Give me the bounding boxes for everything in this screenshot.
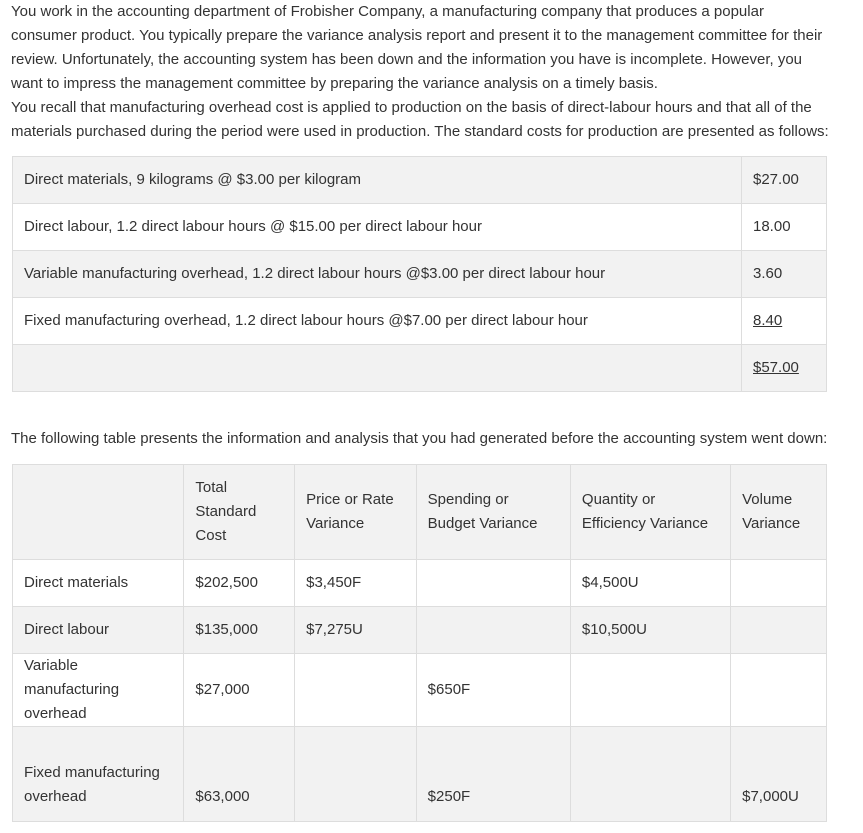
row-label: Direct labour [13, 607, 184, 654]
intro-text [11, 0, 831, 144]
cell-quantity: $4,500U [570, 560, 730, 607]
cell-total: $135,000 [184, 607, 295, 654]
cell-price [295, 654, 417, 727]
cell-quantity [570, 654, 730, 727]
cost-amount: 18.00 [742, 204, 827, 251]
cell-total: $202,500 [184, 560, 295, 607]
table-row [13, 345, 827, 392]
table-row [13, 251, 827, 298]
header-cell: Spending or Budget Variance [416, 465, 570, 560]
cell-volume [731, 560, 827, 607]
table-row [13, 204, 827, 251]
row-label: Direct materials [13, 560, 184, 607]
cost-label: Direct labour, 1.2 direct labour hours @ $15.00 per direct labour hour [13, 204, 742, 251]
cell-spending: $250F [416, 727, 570, 822]
cell-quantity [570, 727, 730, 822]
cell-total: $63,000 [184, 727, 295, 822]
cell-price: $3,450F [295, 560, 417, 607]
variance-table [12, 464, 827, 822]
table-row [13, 157, 827, 204]
cell-volume: $7,000U [731, 727, 827, 822]
table-row [13, 298, 827, 345]
cost-amount: 3.60 [742, 251, 827, 298]
header-cell [13, 465, 184, 560]
table-row [13, 560, 827, 607]
table-row [13, 727, 827, 822]
table-intro-text: The following table presents the information and analysis that you had generated before the accounting system went down: [11, 430, 828, 447]
cell-total: $27,000 [184, 654, 295, 727]
cost-label: Fixed manufacturing overhead, 1.2 direct labour hours @$7.00 per direct labour hour [13, 298, 742, 345]
table-row [13, 607, 827, 654]
standard-cost-table [12, 156, 827, 392]
cell-price [295, 727, 417, 822]
cell-spending [416, 607, 570, 654]
cell-price: $7,275U [295, 607, 417, 654]
header-cell: Volume Variance [731, 465, 827, 560]
total-cost-amount: $57.00 [753, 359, 799, 376]
cost-amount: 8.40 [753, 312, 783, 329]
row-label: Variable manufacturing overhead [13, 654, 184, 727]
cost-label: Variable manufacturing overhead, 1.2 direct labour hours @$3.00 per direct labour hour [13, 251, 742, 298]
table-row [13, 654, 827, 727]
cell-spending [416, 560, 570, 607]
cost-label: Direct materials, 9 kilograms @ $3.00 per kilogram [13, 157, 742, 204]
cell-spending: $650F [416, 654, 570, 727]
table-header-row [13, 465, 827, 560]
intro-paragraph-2: You recall that manufacturing overhead cost is applied to production on the basis of direct-labour hours and that all of the materials purchased during the period were used in production. The standard costs for production are presented as follows: [11, 99, 829, 140]
header-cell: Quantity or Efficiency Variance [570, 465, 730, 560]
cost-amount: $27.00 [742, 157, 827, 204]
cell-volume [731, 654, 827, 727]
cost-label [13, 345, 742, 392]
header-cell: Total Standard Cost [184, 465, 295, 560]
cell-volume [731, 607, 827, 654]
header-cell: Price or Rate Variance [295, 465, 417, 560]
row-label: Fixed manufacturing overhead [13, 727, 184, 822]
cell-quantity: $10,500U [570, 607, 730, 654]
intro-paragraph-1: You work in the accounting department of Frobisher Company, a manufacturing company that produces a popular consumer product. You typically prepare the variance analysis report and present it to the management committee for their review. Unfortunately, the accounting system has been down and the information you have is incomplete. However, you want to impress the management committee by preparing the variance analysis on a timely basis. [11, 3, 823, 92]
